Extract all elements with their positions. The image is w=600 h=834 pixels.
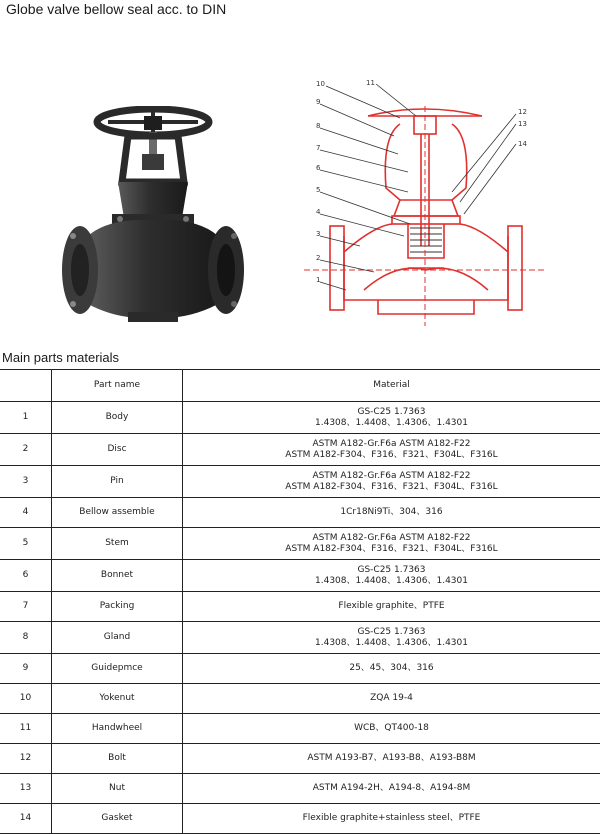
material-line: GS-C25 1.7363 [183, 627, 600, 638]
material-line: 25、45、304、316 [183, 663, 600, 674]
row-part-name: Yokenut [52, 684, 183, 714]
row-material [183, 714, 600, 744]
material-line: Flexible graphite、PTFE [183, 601, 600, 612]
row-material [183, 466, 600, 498]
row-no: 6 [0, 560, 52, 592]
table-header-row [0, 370, 600, 402]
row-material [183, 684, 600, 714]
row-material [183, 804, 600, 834]
row-no: 5 [0, 528, 52, 560]
header-part-name: Part name [52, 370, 183, 402]
row-material [183, 622, 600, 654]
callout-14: 14 [518, 140, 527, 148]
table-row [0, 714, 600, 744]
row-part-name: Nut [52, 774, 183, 804]
row-material [183, 402, 600, 434]
row-material [183, 434, 600, 466]
row-no: 11 [0, 714, 52, 744]
material-line: ASTM A182-F304、F316、F321、F304L、F316L [183, 450, 600, 461]
row-part-name: Stem [52, 528, 183, 560]
callout-2: 2 [316, 254, 320, 262]
table-row [0, 592, 600, 622]
header-no [0, 370, 52, 402]
material-line: ASTM A194-2H、A194-8、A194-8M [183, 783, 600, 794]
row-no: 2 [0, 434, 52, 466]
row-part-name: Bonnet [52, 560, 183, 592]
callout-10: 10 [316, 80, 325, 88]
row-no: 13 [0, 774, 52, 804]
row-material [183, 592, 600, 622]
material-line: ASTM A182-Gr.F6a ASTM A182-F22 [183, 439, 600, 450]
row-part-name: Body [52, 402, 183, 434]
row-no: 4 [0, 498, 52, 528]
material-line: GS-C25 1.7363 [183, 565, 600, 576]
table-row [0, 804, 600, 834]
table-row [0, 402, 600, 434]
material-line: ASTM A182-Gr.F6a ASTM A182-F22 [183, 533, 600, 544]
callout-13: 13 [518, 120, 527, 128]
row-part-name: Pin [52, 466, 183, 498]
callout-1: 1 [316, 276, 320, 284]
row-part-name: Gland [52, 622, 183, 654]
callout-9: 9 [316, 98, 320, 106]
row-part-name: Disc [52, 434, 183, 466]
table-row [0, 684, 600, 714]
table-row [0, 560, 600, 592]
row-no: 14 [0, 804, 52, 834]
table-row [0, 498, 600, 528]
table-row [0, 466, 600, 498]
parts-materials-table [0, 369, 600, 834]
table-row [0, 622, 600, 654]
row-part-name: Bellow assemble [52, 498, 183, 528]
row-no: 12 [0, 744, 52, 774]
section-title: Main parts materials [2, 350, 119, 366]
callout-4: 4 [316, 208, 321, 216]
material-line: 1.4308、1.4408、1.4306、1.4301 [183, 418, 600, 429]
row-material [183, 498, 600, 528]
material-line: ASTM A182-Gr.F6a ASTM A182-F22 [183, 471, 600, 482]
callout-3: 3 [316, 230, 320, 238]
callout-6: 6 [316, 164, 321, 172]
row-no: 3 [0, 466, 52, 498]
valve-photo [58, 106, 248, 341]
row-no: 10 [0, 684, 52, 714]
row-no: 9 [0, 654, 52, 684]
row-no: 8 [0, 622, 52, 654]
row-part-name: Handwheel [52, 714, 183, 744]
material-line: ASTM A193-B7、A193-B8、A193-B8M [183, 753, 600, 764]
table-row [0, 528, 600, 560]
material-line: GS-C25 1.7363 [183, 407, 600, 418]
callout-7: 7 [316, 144, 320, 152]
table-row [0, 744, 600, 774]
valve-section-drawing [304, 76, 544, 336]
table-row [0, 654, 600, 684]
material-line: ZQA 19-4 [183, 693, 600, 704]
material-line: 1.4308、1.4408、1.4306、1.4301 [183, 576, 600, 587]
row-no: 7 [0, 592, 52, 622]
material-line: WCB、QT400-18 [183, 723, 600, 734]
callout-12: 12 [518, 108, 527, 116]
row-material [183, 560, 600, 592]
row-material [183, 744, 600, 774]
material-line: ASTM A182-F304、F316、F321、F304L、F316L [183, 482, 600, 493]
row-material [183, 774, 600, 804]
callout-5: 5 [316, 186, 320, 194]
row-part-name: Guidepmce [52, 654, 183, 684]
table-row [0, 774, 600, 804]
header-material: Material [183, 370, 600, 402]
row-part-name: Packing [52, 592, 183, 622]
row-part-name: Bolt [52, 744, 183, 774]
material-line: 1.4308、1.4408、1.4306、1.4301 [183, 638, 600, 649]
callout-11: 11 [366, 79, 375, 87]
material-line: 1Cr18Ni9Ti、304、316 [183, 507, 600, 518]
table-row [0, 434, 600, 466]
page-title: Globe valve bellow seal acc. to DIN [6, 0, 226, 18]
row-part-name: Gasket [52, 804, 183, 834]
row-no: 1 [0, 402, 52, 434]
row-material [183, 528, 600, 560]
material-line: ASTM A182-F304、F316、F321、F304L、F316L [183, 544, 600, 555]
callout-8: 8 [316, 122, 320, 130]
material-line: Flexible graphite+stainless steel、PTFE [183, 813, 600, 824]
row-material [183, 654, 600, 684]
